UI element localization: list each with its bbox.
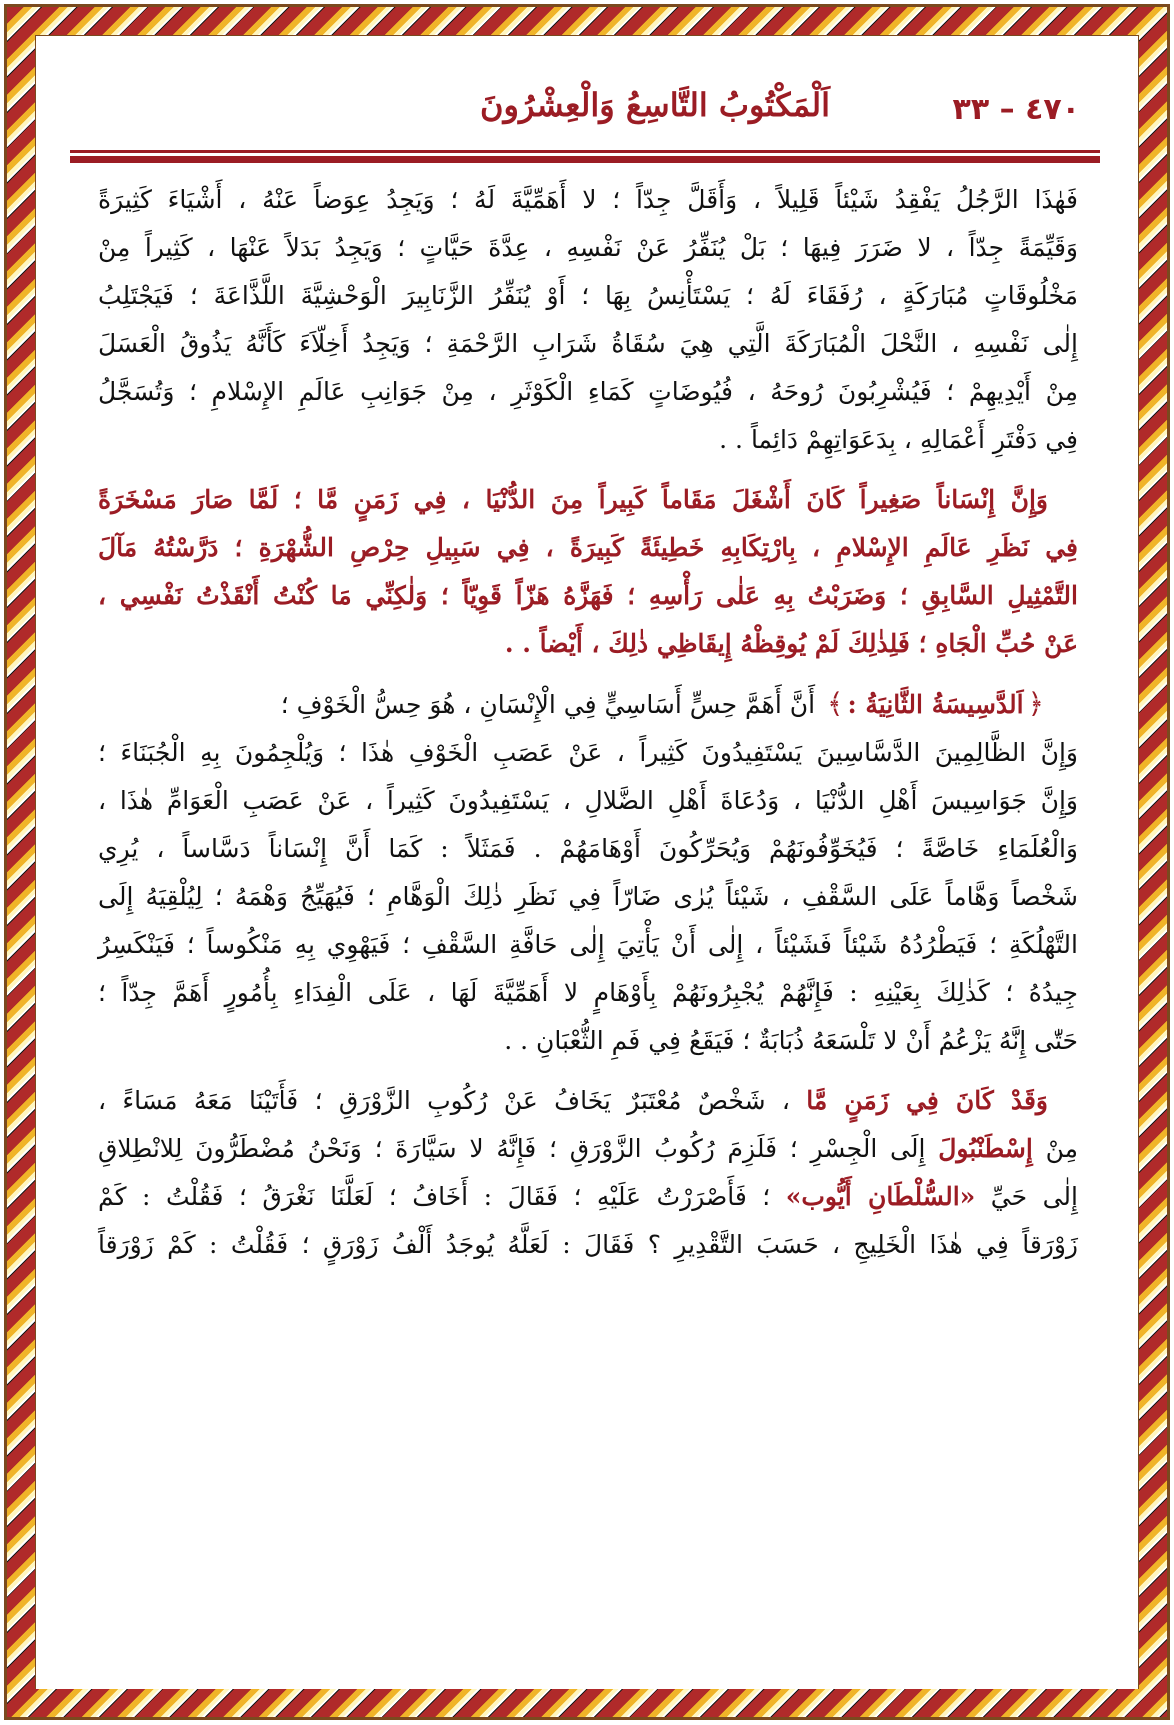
- lead-phrase: وَقَدْ كَانَ فِي زَمَنٍ مَّا: [806, 1086, 1048, 1115]
- text-line: التَّمْثِيلِ السَّابِقِ ؛ وَضَرَبْتُ بِهِ عَلٰى رَأْسِهِ ؛ فَهَزَّهُ هَزّاً قَوِيّاً ؛ وَلٰكِنِّي مَا كُنْتُ أَنْقَذْتُ نَفْسِي ،: [98, 581, 1078, 610]
- text-line: إِلٰى نَفْسِهِ ، النَّحْلَ الْمُبَارَكَةَ الَّتِي هِيَ سُقَاةُ شَرَابِ الرَّحْمَةِ ؛ وَيَجِدُ أَخِلّاَءَ كَأَنَّهُ يَذُوقُ الْعَسَلَ: [98, 329, 1078, 358]
- text-run: ، شَخْصٌ مُعْتَبَرٌ يَخَافُ عَنْ رُكُوبِ الزَّوْرَقِ ؛ فَأَتَيْنَا مَعَهُ مَسَاءً ،: [98, 1086, 790, 1115]
- text-line: فِي نَظَرِ عَالَمِ الإِسْلامِ ، بِارْتِكَابِهِ خَطِيئَةً كَبِيرَةً ، فِي سَبِيلِ حِرْصِ الشُّهْرَةِ ؛ دَرَّسْتُهُ مَآلَ: [98, 533, 1078, 562]
- text-line: التَّهْلُكَةِ ؛ فَيَطْرُدُهُ شَيْئاً فَشَيْئاً ، إِلٰى أَنْ يَأْتِيَ إِلٰى حَافَّةِ السَّقْفِ ؛ فَيَهْوِي بِهِ مَنْكُوساً ؛ فَيَنْكَسِرُ: [98, 930, 1078, 959]
- text-run: أَنَّ أَهَمَّ حِسٍّ أَسَاسِيٍّ فِي الْإِنْسَانِ ، هُوَ حِسُّ الْخَوْفِ ؛: [280, 690, 816, 719]
- text-line: [98, 1077, 1078, 1125]
- text-run: مِنْ: [1045, 1134, 1078, 1163]
- ornament-right-icon: ﴿: [1027, 687, 1044, 720]
- header-rule-thin: [70, 150, 1100, 153]
- text-line: شَخْصاً وَهَّاماً عَلَى السَّقْفِ ، شَيْئاً يُرٰى ضَارّاً فِي نَظَرِ ذٰلِكَ الْوَهَّامِ ؛ فَيُهَيِّجُ وَهْمَهُ ؛ لِيُلْقِيَهُ إِلَى: [98, 882, 1078, 911]
- chapter-title: اَلْمَكْتُوبُ التَّاسِعُ وَالْعِشْرُونَ: [480, 86, 830, 124]
- text-line: حَتّٰى إِنَّهُ يَزْعُمُ أَنْ لا تَلْسَعَهُ ذُبَابَةٌ ؛ فَيَقَعُ فِي فَمِ الثُّعْبَانِ . .: [504, 1026, 1078, 1055]
- paragraph-2-highlighted: [98, 476, 1078, 668]
- page: [36, 36, 1138, 1689]
- text-run: إِلَى الْجِسْرِ ؛ فَلَزِمَ رُكُوبُ الزَّوْرَقِ ؛ فَإِنَّهُ لا سَيَّارَةَ ؛ وَنَحْنُ مُضْطَرُّونَ لِلانْطِلاقِ: [98, 1134, 926, 1163]
- text-line: جِيدُهُ ؛ كَذٰلِكَ بِعَيْنِهِ : فَإِنَّهُمْ يُجْبِرُونَهُمْ بِأَوْهَامٍ لا أَهَمِّيَّةَ لَهَا ، عَلَى الْفِدَاءِ بِأُمُورٍ أَهَمَّ جِدّاً ؛: [98, 978, 1078, 1007]
- page-header: [70, 86, 1100, 136]
- text-line: [98, 1125, 1078, 1173]
- header-rule-thick: [70, 156, 1100, 163]
- text-line: وَإِنَّ إِنْسَاناً صَغِيراً كَانَ أَشْغَلَ مَقَاماً كَبِيراً مِنَ الدُّنْيَا ، فِي زَمَنٍ مَّا ؛ لَمَّا صَارَ مَسْخَرَةً: [98, 485, 1048, 514]
- section-heading: اَلدَّسِيسَةُ الثَّانِيَةُ :: [847, 690, 1024, 719]
- place-name: «السُّلْطَانِ أَيُّوب»: [785, 1182, 976, 1211]
- paragraph-1: [98, 176, 1078, 464]
- paragraph-4: [98, 1077, 1078, 1269]
- text-line: وَالْعُلَمَاءِ خَاصَّةً ؛ فَيُخَوِّفُونَهُمْ وَيُحَرِّكُونَ أَوْهَامَهُمْ . فَمَثَلاً : كَمَا أَنَّ إِنْسَاناً دَسَّاساً ، يُرِي: [98, 834, 1078, 863]
- text-line: فَهٰذَا الرَّجُلُ يَفْقِدُ شَيْئاً قَلِيلاً ، وَأَقَلَّ جِدّاً ؛ لا أَهَمِّيَّةَ لَهُ ؛ وَيَجِدُ عِوَضاً عَنْهُ ، أَشْيَاءَ كَثِيرَةً: [98, 185, 1078, 214]
- text-line: عَنْ حُبِّ الْجَاهِ ؛ فَلِذٰلِكَ لَمْ يُوقِظْهُ إِيقَاظِي ذٰلِكَ ، أَيْضاً . .: [504, 629, 1078, 658]
- text-line: فِي دَفْتَرِ أَعْمَالِهِ ، بِدَعَوَاتِهِمْ دَائِماً . .: [719, 425, 1078, 454]
- text-line: وَإِنَّ جَوَاسِيسَ أَهْلِ الدُّنْيَا ، وَدُعَاةَ أَهْلِ الضَّلالِ ، يَسْتَفِيدُونَ كَثِيراً ، عَنْ عَصَبِ الْعَوَامِّ هٰذَا ،: [98, 786, 1078, 815]
- text-line: [98, 1173, 1078, 1221]
- text-run: إِلٰى حَيِّ: [990, 1182, 1078, 1211]
- page-number: ٤٧٠ – ٣٣: [952, 92, 1080, 127]
- text-run: ؛ فَأَصْرَرْتُ عَلَيْهِ ؛ فَقَالَ : أَخَافُ ؛ لَعَلَّنَا نَغْرَقُ ؛ فَقُلْتُ : كَمْ: [98, 1182, 771, 1211]
- text-line: مَخْلُوقَاتٍ مُبَارَكَةٍ ، رُفَقَاءَ لَهُ ؛ يَسْتَأْنِسُ بِهَا ؛ أَوْ يُنَفِّرُ الزَّنَابِيرَ الْوَحْشِيَّةَ اللَّذَّاعَةَ ؛ فَيَجْتَلِبُ: [98, 281, 1078, 310]
- place-name: إِسْطَنْبُولَ: [938, 1134, 1033, 1163]
- text-line: زَوْرَقاً فِي هٰذَا الْخَلِيجِ ، حَسَبَ التَّقْدِيرِ ؟ فَقَالَ : لَعَلَّهُ يُوجَدُ أَلْفُ زَوْرَقٍ ؛ فَقُلْتُ : كَمْ زَوْرَقاً: [98, 1230, 1078, 1259]
- text-line: مِنْ أَيْدِيهِمْ ؛ فَيُشْرِبُونَ رُوحَهُ ، فُيُوضَاتٍ كَمَاءِ الْكَوْثَرِ ، مِنْ جَوَانِبِ عَالَمِ الإِسْلامِ ؛ وَتُسَجَّلُ: [98, 377, 1078, 406]
- text-line: وَقَيِّمَةً جِدّاً ، لا ضَرَرَ فِيهَا ؛ بَلْ يُنَفِّرُ عَنْ نَفْسِهِ ، عِدَّةَ حَيَّاتٍ ؛ وَيَجِدُ بَدَلاً عَنْهَا ، كَثِيراً مِنْ: [98, 233, 1078, 262]
- body-text: [98, 176, 1078, 1281]
- paragraph-3: [98, 680, 1078, 1065]
- text-line: وَإِنَّ الظَّالِمِينَ الدَّسَّاسِينَ يَسْتَفِيدُونَ كَثِيراً ، عَنْ عَصَبِ الْخَوْفِ هٰذَا ؛ وَيُلْجِمُونَ بِهِ الْجُبَنَاءَ ؛: [98, 738, 1078, 767]
- ornament-left-icon: ﴾: [827, 687, 844, 720]
- section-heading-line: [98, 680, 1078, 729]
